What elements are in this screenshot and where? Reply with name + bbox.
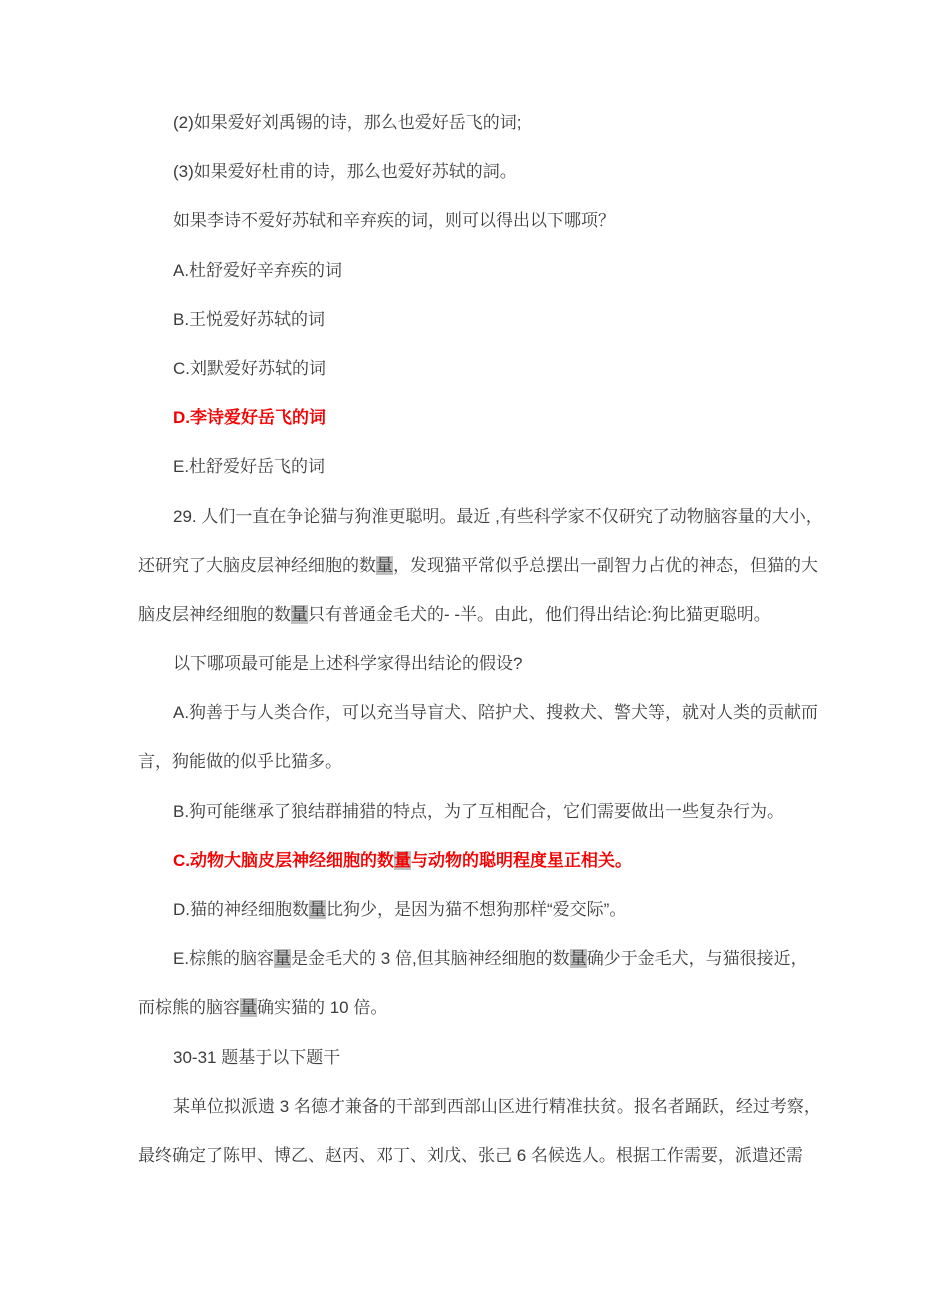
- text-line: [138, 541, 838, 590]
- text-segment: 确少于金毛犬，与猫很接近，: [586, 949, 808, 969]
- answer-text-line: [138, 836, 838, 885]
- text-segment: D.李诗爱好岳飞的词: [173, 408, 326, 428]
- highlighted-character: 量: [291, 604, 308, 624]
- text-segment: (3)如果爱好杜甫的诗，那么也爱好苏轼的詞。: [173, 162, 517, 182]
- text-line: [138, 196, 838, 245]
- text-segment: 29. 人们一直在争论猫与狗淮更聪明。最近 ,有些科学家不仅研究了动物脑容量的大小，: [173, 506, 823, 526]
- text-segment: 是金毛犬的 3 倍,但其脑神经细胞的数: [291, 949, 570, 969]
- text-segment: A.狗善于与人类合作，可以充当导盲犬、陪护犬、搜救犬、警犬等，就对人类的贡献而: [173, 703, 819, 723]
- text-segment: B.王悦爱好苏轼的词: [173, 309, 326, 329]
- text-line: [138, 98, 838, 147]
- text-segment: B.狗可能继承了狼结群捕猎的特点，为了互相配合，它们需要做出一些复杂行为。: [173, 801, 785, 821]
- text-line: [138, 442, 838, 491]
- text-segment: 只有普通金毛犬的- -半。由此，他们得出结论:狗比猫更聪明。: [308, 604, 771, 624]
- highlighted-character: 量: [569, 949, 587, 969]
- text-line: [138, 492, 838, 541]
- text-line: [138, 934, 838, 983]
- text-line: [138, 1082, 838, 1131]
- text-segment: 而棕熊的脑容: [138, 998, 240, 1018]
- text-line: [138, 147, 838, 196]
- highlighted-character: 量: [309, 900, 326, 919]
- text-segment: 以下哪项最可能是上述科学家得出结论的假设?: [173, 654, 523, 674]
- text-segment: (2)如果爱好刘禹锡的诗，那么也爱好岳飞的词;: [173, 113, 522, 132]
- text-segment: 30-31 题基于以下题干: [173, 1047, 341, 1067]
- text-segment: E.棕熊的脑容: [173, 949, 275, 969]
- text-segment: 脑皮层神经细胞的数: [138, 604, 291, 624]
- text-segment: 比狗少，是因为猫不想狗那样“爱交际”。: [326, 900, 627, 919]
- text-segment: 确实猫的 10 倍。: [257, 998, 388, 1018]
- text-segment: 如果李诗不爱好苏轼和辛弃疾的词，则可以得出以下哪项？: [173, 211, 615, 231]
- text-line: [138, 344, 838, 393]
- text-segment: 言，狗能做的似乎比猫多。: [138, 752, 342, 772]
- highlighted-character: 量: [240, 998, 257, 1018]
- text-segment: 某单位拟派遗 3 名德才兼备的干部到西部山区进行精准扶贫。报名者踊跃，经过考察，: [173, 1096, 821, 1116]
- text-segment: C.刘默爱好苏轼的词: [173, 358, 326, 378]
- text-line: [138, 983, 838, 1032]
- text-segment: 最终确定了陈甲、博乙、赵丙、邓丁、刘戊、张己 6 名候选人。根据工作需要，派遣还需: [138, 1145, 803, 1165]
- text-segment: D.猫的神经细胞数: [173, 900, 309, 919]
- text-line: [138, 295, 838, 344]
- text-line: [138, 590, 838, 639]
- text-line: [138, 639, 838, 688]
- text-line: [138, 688, 838, 737]
- highlighted-character: 量: [274, 949, 292, 969]
- highlighted-character: 量: [376, 555, 393, 575]
- text-line: [138, 737, 838, 786]
- answer-text-line: [138, 393, 838, 442]
- text-segment: A.杜舒爱好辛弃疾的词: [173, 260, 343, 280]
- document-body: [138, 98, 838, 1180]
- text-line: [138, 1131, 838, 1180]
- text-segment: 还研究了大脑皮层神经细胞的数: [138, 555, 376, 575]
- text-segment: C.动物大脑皮层神经细胞的数: [173, 850, 394, 870]
- text-segment: ，发现猫平常似乎总摆出一副智力占优的神态，但猫的大: [393, 555, 818, 575]
- text-line: [138, 787, 838, 836]
- text-line: [138, 246, 838, 295]
- text-segment: 与动物的聪明程度星正相关。: [411, 850, 632, 870]
- text-line: [138, 1033, 838, 1082]
- highlighted-character: 量: [394, 850, 411, 870]
- text-segment: E.杜舒爱好岳飞的词: [173, 457, 326, 477]
- text-line: [138, 885, 838, 934]
